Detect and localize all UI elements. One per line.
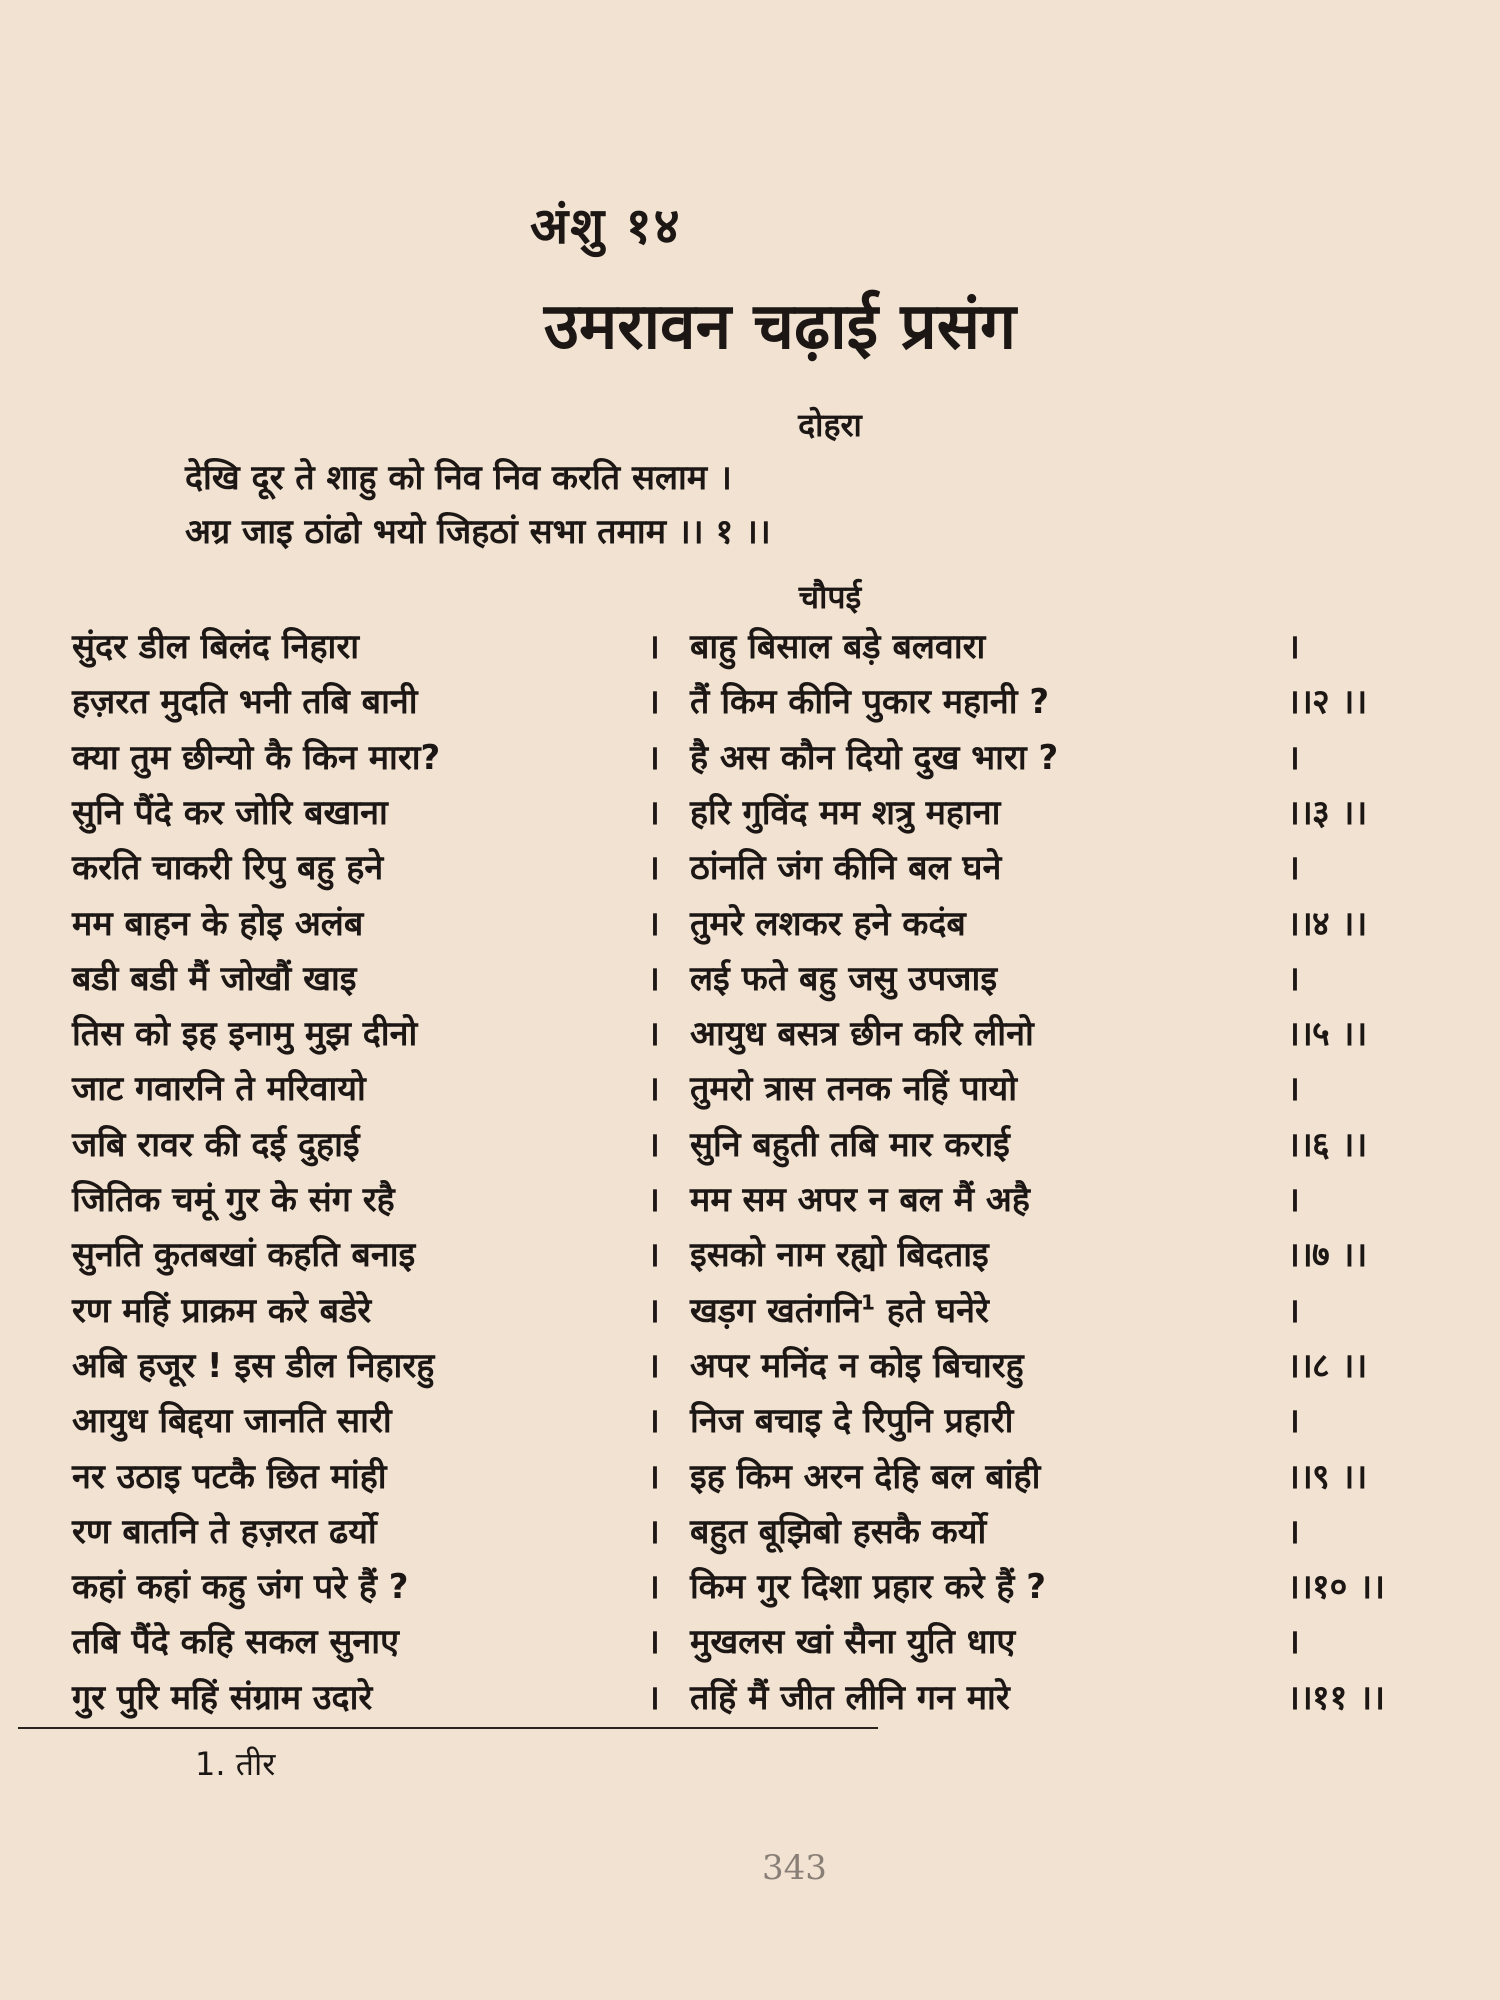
danda: । bbox=[1287, 1622, 1300, 1662]
verse-second-half bbox=[690, 1562, 1330, 1608]
danda: । bbox=[647, 682, 660, 722]
verse-first-half: बडी बडी मैं जोखौं खाइ bbox=[72, 959, 357, 999]
danda: । bbox=[1287, 1069, 1300, 1109]
verse-first-half: जबि रावर की दई दुहाई bbox=[72, 1125, 360, 1165]
verse-first-half: तिस को इह इनामु मुझ दीनो bbox=[72, 1014, 418, 1054]
verse-second-half bbox=[690, 788, 1330, 834]
verse-number: ३ ।। bbox=[1312, 793, 1368, 833]
verse-first-half: गुर पुरि महिं संग्राम उदारे bbox=[72, 1678, 373, 1718]
danda: । bbox=[647, 1346, 660, 1386]
verse-first-half: करति चाकरी रिपु बहु हने bbox=[72, 848, 384, 888]
danda: । bbox=[647, 1678, 660, 1718]
footnote-marker: 1 bbox=[861, 1290, 875, 1315]
verse-second-half-text: बाहु बिसाल बड़े बलवारा bbox=[690, 627, 986, 667]
verse-second-half bbox=[690, 677, 1330, 723]
verse-first-half: मम बाहन के होइ अलंब bbox=[72, 904, 364, 944]
double-danda: ।। bbox=[1287, 682, 1313, 722]
verse-second-half bbox=[690, 622, 1330, 668]
verse-second-half-text: हरि गुविंद मम शत्रु महाना bbox=[690, 793, 1001, 833]
double-danda: ।। bbox=[1287, 1235, 1313, 1275]
double-danda: ।। bbox=[1287, 1678, 1313, 1718]
double-danda: ।। bbox=[1287, 904, 1313, 944]
verse-line bbox=[72, 1341, 1462, 1395]
verse-second-half bbox=[690, 843, 1330, 889]
danda: । bbox=[1287, 1180, 1300, 1220]
verse-first-half: क्या तुम छीन्यो कै किन मारा? bbox=[72, 738, 441, 778]
doha-line-2: अग्र जाइ ठांढो भयो जिहठां सभा तमाम ।। १ ।। bbox=[185, 512, 771, 552]
doha-line-1: देखि दूर ते शाहु को निव निव करति सलाम । bbox=[185, 458, 732, 498]
verse-number: ८ ।। bbox=[1312, 1346, 1368, 1386]
verse-first-half: कहां कहां कहु जंग परे हैं ? bbox=[72, 1567, 409, 1607]
danda: । bbox=[647, 1291, 660, 1331]
verse-second-half-text: बहुत बूझिबो हसकै कर्यो bbox=[690, 1512, 987, 1552]
verse-second-half-text: इसको नाम रह्यो बिदताइ bbox=[690, 1235, 989, 1275]
danda: । bbox=[647, 1069, 660, 1109]
verse-line bbox=[72, 1009, 1462, 1063]
danda: । bbox=[647, 1457, 660, 1497]
danda: । bbox=[647, 1567, 660, 1607]
double-danda: ।। bbox=[1287, 1014, 1313, 1054]
verse-second-half-text: तुमरो त्रास तनक नहिं पायो bbox=[690, 1069, 1018, 1109]
verse-first-half: जाट गवारनि ते मरिवायो bbox=[72, 1069, 366, 1109]
verse-second-half bbox=[690, 1120, 1330, 1166]
danda: । bbox=[1287, 1401, 1300, 1441]
verse-second-half bbox=[690, 1396, 1330, 1442]
danda: । bbox=[647, 1235, 660, 1275]
danda: । bbox=[1287, 959, 1300, 999]
verse-second-half bbox=[690, 954, 1330, 1000]
verse-line bbox=[72, 1507, 1462, 1561]
verse-number: ६ ।। bbox=[1312, 1125, 1368, 1165]
verse-line bbox=[72, 954, 1462, 1008]
verse-second-half-text: ठांनति जंग कीनि बल घने bbox=[690, 848, 1002, 888]
verse-second-half-text: इह किम अरन देहि बल बांही bbox=[690, 1457, 1041, 1497]
verse-line bbox=[72, 843, 1462, 897]
verse-first-half: सुनि पैंदे कर जोरि बखाना bbox=[72, 793, 388, 833]
danda: । bbox=[647, 627, 660, 667]
chaupai-heading: चौपई bbox=[798, 578, 862, 616]
verse-line bbox=[72, 1120, 1462, 1174]
verse-line bbox=[72, 1396, 1462, 1450]
verse-line bbox=[72, 677, 1462, 731]
danda: । bbox=[1287, 738, 1300, 778]
danda: । bbox=[647, 904, 660, 944]
danda: । bbox=[647, 738, 660, 778]
verse-second-half-tail: हते घनेरे bbox=[874, 1291, 989, 1331]
verse-second-half-text: मम सम अपर न बल मैं अहै bbox=[690, 1180, 1030, 1220]
footnote: 1. तीर bbox=[195, 1745, 276, 1783]
verse-second-half-text: तहिं मैं जीत लीनि गन मारे bbox=[690, 1678, 1010, 1718]
danda: । bbox=[647, 1622, 660, 1662]
verse-second-half bbox=[690, 1341, 1330, 1387]
verse-first-half: हज़रत मुदति भनी तबि बानी bbox=[72, 682, 418, 722]
verse-first-half: अबि हजूर ! इस डील निहारहु bbox=[72, 1346, 435, 1386]
verse-line bbox=[72, 1175, 1462, 1229]
verse-first-half: रण बातनि ते हज़रत ढर्यो bbox=[72, 1512, 377, 1552]
verse-second-half-text: सुनि बहुती तबि मार कराई bbox=[690, 1125, 1010, 1165]
verse-number: ७ ।। bbox=[1312, 1235, 1368, 1275]
danda: । bbox=[1287, 848, 1300, 888]
verse-number: ९ ।। bbox=[1312, 1457, 1368, 1497]
verse-number: २ ।। bbox=[1312, 682, 1368, 722]
verse-first-half: रण महिं प्राक्रम करे बडेरे bbox=[72, 1291, 372, 1331]
verse-line bbox=[72, 899, 1462, 953]
double-danda: ।। bbox=[1287, 1457, 1313, 1497]
verse-line bbox=[72, 1617, 1462, 1671]
danda: । bbox=[647, 1125, 660, 1165]
danda: । bbox=[647, 793, 660, 833]
verse-second-half-text: अपर मनिंद न कोइ बिचारहु bbox=[690, 1346, 1024, 1386]
verse-line bbox=[72, 733, 1462, 787]
verse-line bbox=[72, 1673, 1462, 1727]
verse-second-half bbox=[690, 1064, 1330, 1110]
verse-second-half-text: खड़ग खतंगनि bbox=[690, 1291, 861, 1331]
verse-first-half: सुनति कुतबखां कहति बनाइ bbox=[72, 1235, 416, 1275]
danda: । bbox=[647, 959, 660, 999]
page-number: 343 bbox=[762, 1848, 827, 1888]
verse-second-half-text: निज बचाइ दे रिपुनि प्रहारी bbox=[690, 1401, 1014, 1441]
verse-second-half-text: किम गुर दिशा प्रहार करे हैं ? bbox=[690, 1567, 1047, 1607]
chapter-number: अंशु १४ bbox=[530, 197, 682, 255]
verse-second-half-text: है अस कौन दियो दुख भारा ? bbox=[690, 738, 1059, 778]
footnote-rule bbox=[18, 1727, 878, 1729]
verse-first-half: आयुध बिद्दया जानति सारी bbox=[72, 1401, 392, 1441]
verse-line bbox=[72, 622, 1462, 676]
double-danda: ।। bbox=[1287, 1346, 1313, 1386]
verse-number: ५ ।। bbox=[1312, 1014, 1368, 1054]
danda: । bbox=[647, 1512, 660, 1552]
double-danda: ।। bbox=[1287, 1125, 1313, 1165]
danda: । bbox=[1287, 1291, 1300, 1331]
verse-second-half bbox=[690, 1617, 1330, 1663]
verse-number: ११ ।। bbox=[1312, 1678, 1385, 1718]
verse-second-half-text: तुमरे लशकर हने कदंब bbox=[690, 904, 966, 944]
verse-second-half-text: तैं किम कीनि पुकार महानी ? bbox=[690, 682, 1050, 722]
verse-second-half bbox=[690, 1507, 1330, 1553]
verse-line bbox=[72, 1064, 1462, 1118]
verse-second-half-text: लई फते बहु जसु उपजाइ bbox=[690, 959, 998, 999]
verse-second-half bbox=[690, 733, 1330, 779]
verse-second-half bbox=[690, 1009, 1330, 1055]
danda: । bbox=[1287, 1512, 1300, 1552]
verse-line bbox=[72, 1452, 1462, 1506]
verse-first-half: नर उठाइ पटकै छित मांही bbox=[72, 1457, 387, 1497]
verse-second-half-text: आयुध बसत्र छीन करि लीनो bbox=[690, 1014, 1034, 1054]
verse-second-half bbox=[690, 1230, 1330, 1276]
verse-second-half-text: मुखलस खां सैना युति धाए bbox=[690, 1622, 1016, 1662]
verse-first-half: जितिक चमूं गुर के संग रहै bbox=[72, 1180, 395, 1220]
verse-first-half: सुंदर डील बिलंद निहारा bbox=[72, 627, 360, 667]
verse-number: १० ।। bbox=[1312, 1567, 1385, 1607]
double-danda: ।। bbox=[1287, 1567, 1313, 1607]
verse-line bbox=[72, 788, 1462, 842]
danda: । bbox=[647, 1180, 660, 1220]
verse-line bbox=[72, 1562, 1462, 1616]
danda: । bbox=[647, 1401, 660, 1441]
verse-number: ४ ।। bbox=[1312, 904, 1368, 944]
verse-second-half bbox=[690, 1452, 1330, 1498]
verse-second-half bbox=[690, 899, 1330, 945]
doha-heading: दोहरा bbox=[798, 406, 862, 444]
verse-second-half bbox=[690, 1286, 1330, 1332]
danda: । bbox=[647, 1014, 660, 1054]
verse-second-half bbox=[690, 1175, 1330, 1221]
danda: । bbox=[647, 848, 660, 888]
danda: । bbox=[1287, 627, 1300, 667]
verse-second-half bbox=[690, 1673, 1330, 1719]
verse-line bbox=[72, 1286, 1462, 1340]
verse-line bbox=[72, 1230, 1462, 1284]
chapter-title: उमरावन चढ़ाई प्रसंग bbox=[543, 290, 1017, 364]
verse-first-half: तबि पैंदे कहि सकल सुनाए bbox=[72, 1622, 399, 1662]
double-danda: ।। bbox=[1287, 793, 1313, 833]
